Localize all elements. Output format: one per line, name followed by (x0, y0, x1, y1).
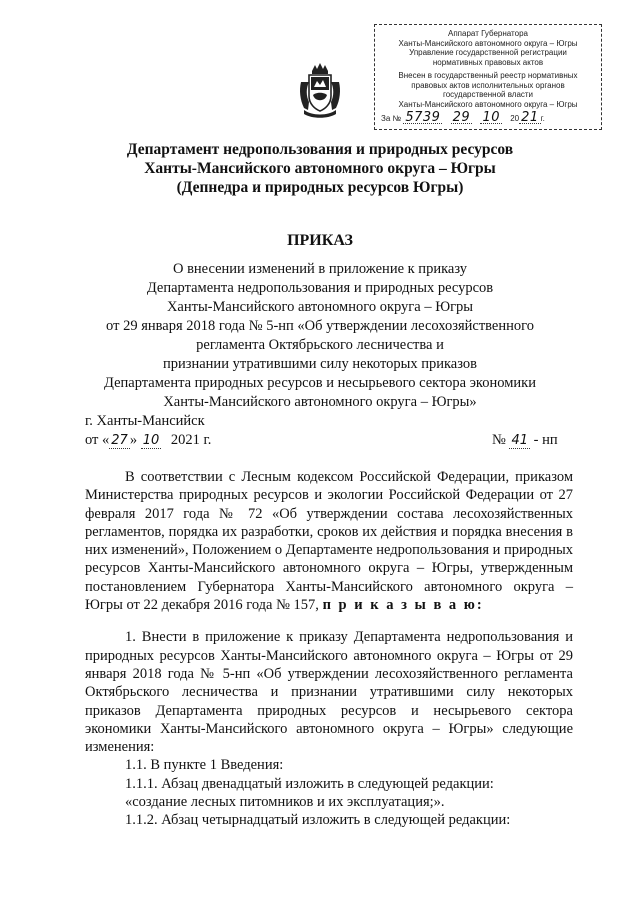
preamble-paragraph (85, 468, 573, 614)
issue-date (85, 432, 211, 449)
item-1-1: 1.1. В пункте 1 Введения: (125, 757, 284, 774)
stamp-note-line: государственной власти (442, 90, 534, 99)
preamble-text: В соответствии с Лесным кодексом Российской Федерации, приказом Министерства природных ресурсов и экологии Российской Федерации от 27 февраля 2017 года № 72 «Об утверждении состава лесохозяйственных регламентов, порядка их разработки, сроков их действия и порядка внесения в них изменений», Положением о Департаменте недропользования и природных ресурсов Ханты-Мансийского автономного округа – Югры, утвержденным постановлением Губернатора Ханты-Мансийского автономного округа – Югры от 22 декабря 2016 года № 157, (85, 469, 574, 614)
stamp-reg-year: 21 (521, 110, 539, 125)
department-header (100, 140, 540, 197)
quote-1: «создание лесных питомников и их эксплуатация;». (125, 794, 445, 811)
document-subject (70, 260, 570, 412)
subject-line: Департамента природных ресурсов и несырьевого сектора экономики (104, 375, 536, 391)
subject-line: Департамента недропользования и природных ресурсов (146, 280, 494, 296)
subject-line: регламента Октябрьского лесничества и (196, 337, 444, 353)
item-1: 1. Внести в приложение к приказу Департамента недропользования и природных ресурсов Ханты-Мансийского автономного округа – Югры от 29 января 2018 года № 5-нп «Об утверждении лесохозяйственного регламента Октябрьского лесничества и признании утратившими силу некоторых приказов Департамента природных ресурсов и несырьевого сектора экономики Ханты-Мансийского автономного округа – Югры» следующие изменения: (85, 629, 573, 756)
stamp-reg-suffix: г. (540, 114, 545, 123)
number-prefix: № (492, 432, 506, 448)
header-line: Департамент недропользования и природных ресурсов (126, 141, 514, 158)
stamp-reg-month: 10 (482, 110, 500, 125)
registration-stamp (374, 24, 602, 130)
issue-place: г. Ханты-Мансийск (85, 413, 205, 429)
number-value: 41 (511, 433, 529, 448)
coat-of-arms-icon (298, 62, 342, 120)
date-month: 10 (142, 433, 160, 448)
stamp-org-line: Ханты-Мансийского автономного округа – Югры (398, 38, 578, 48)
order-word: п р и к а з ы в а ю: (322, 597, 484, 614)
stamp-reg-prefix: За № (381, 114, 402, 123)
subject-line: Ханты-Мансийского автономного округа – Югры» (163, 394, 477, 410)
header-line: (Депнедра и природных ресурсов Югры) (176, 179, 464, 196)
date-year: 2021 г. (170, 432, 212, 448)
order-number (492, 432, 558, 449)
date-mid: » (129, 432, 138, 448)
date-day: 27 (111, 433, 128, 448)
stamp-note-line: Ханты-Мансийского автономного округа – Югры (398, 99, 578, 109)
subject-line: Ханты-Мансийского автономного округа – Югры (166, 299, 474, 315)
stamp-registration-line (381, 110, 595, 125)
stamp-org-line: нормативных правовых актов (432, 57, 544, 67)
stamp-reg-number: 5739 (405, 110, 441, 125)
stamp-reg-year-prefix: 20 (510, 114, 520, 123)
document-body (85, 468, 573, 830)
item-1-1-2: 1.1.2. Абзац четырнадцатый изложить в следующей редакции: (125, 812, 511, 829)
stamp-org-line: Аппарат Губернатора (448, 29, 528, 38)
stamp-reg-day: 29 (452, 110, 471, 125)
date-prefix: от « (85, 432, 110, 448)
document-title: ПРИКАЗ (287, 232, 353, 249)
stamp-note-line: Внесен в государственный реестр нормативных (398, 71, 578, 80)
subject-line: признании утратившими силу некоторых приказов (162, 356, 477, 372)
header-line: Ханты-Мансийского автономного округа – Югры (144, 160, 496, 177)
subject-line: от 29 января 2018 года № 5-нп «Об утверждении лесохозяйственного (106, 318, 534, 334)
stamp-org-line: Управление государственной регистрации (409, 48, 567, 57)
stamp-note-line: правовых актов исполнительных органов (411, 80, 565, 90)
subject-line: О внесении изменений в приложение к приказу (172, 261, 468, 277)
item-1-1-1: 1.1.1. Абзац двенадцатый изложить в следующей редакции: (125, 775, 494, 792)
number-suffix: - нп (533, 432, 558, 448)
